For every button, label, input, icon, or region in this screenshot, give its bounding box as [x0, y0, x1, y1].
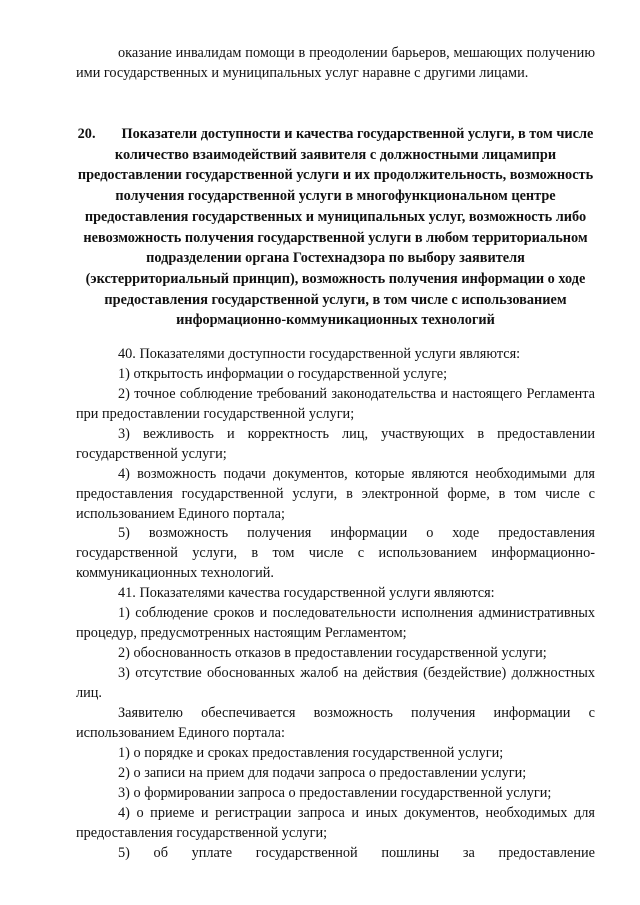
- section-heading-text: Показатели доступности и качества государственной услуги, в том числе количество взаимодействий заявителя с должностными лицамипри предоставлении государственной услуги и их продолжительность, возможность получения государственной услуги в многофункциональном центре предоставления государственных и муниципальных услуг, возможность либо невозможность получения государственной услуги в любом территориальном подразделении органа Гостехнадзора по выбору заявителя (экстерриториальный принцип), возможность получения информации о ходе предоставления государственной услуги, в том числе с использованием информационно-коммуникационных технологий: [77, 126, 594, 329]
- list-item-a-2: 2) о записи на прием для подачи запроса о предоставлении услуги;: [118, 765, 527, 781]
- list-item-40-5: 5) возможность получения информации о ходе предоставления государственной услуги, в том числе с использованием информационно-коммуникационных технологий.: [76, 525, 595, 581]
- paragraph-41: 41. Показателями качества государственной услуги являются:: [118, 585, 495, 601]
- list-item-41-3: 3) отсутствие обоснованных жалоб на действия (бездействие) должностных лиц.: [76, 665, 595, 701]
- list-item-a-3: 3) о формировании запроса о предоставлении государственной услуги;: [118, 785, 552, 801]
- list-item-a-4: 4) о приеме и регистрации запроса и иных документов, необходимых для предоставления государственной услуги;: [76, 805, 595, 841]
- applicant-paragraph: Заявителю обеспечивается возможность получения информации с использованием Единого портала:: [76, 705, 595, 741]
- list-item-40-1: 1) открытость информации о государственной услуге;: [118, 366, 448, 382]
- list-item-40-2: 2) точное соблюдение требований законодательства и настоящего Регламента при предоставлении государственной услуги;: [76, 386, 595, 422]
- list-item-40-3: 3) вежливость и корректность лиц, участвующих в предоставлении государственной услуги;: [76, 426, 595, 462]
- list-item-40-4: 4) возможность подачи документов, которые являются необходимыми для предоставления государственной услуги, в электронной форме, в том числе с использованием Единого портала;: [76, 466, 595, 522]
- paragraph-40: 40. Показателями доступности государственной услуги являются:: [118, 346, 521, 362]
- section-heading: [76, 124, 595, 331]
- section-number: 20.: [77, 126, 96, 142]
- list-item-41-2: 2) обоснованность отказов в предоставлении государственной услуги;: [118, 645, 547, 661]
- intro-paragraph: оказание инвалидам помощи в преодолении барьеров, мешающих получению ими государственных и муниципальных услуг наравне с другими лицами.: [76, 45, 595, 81]
- list-item-a-1: 1) о порядке и сроках предоставления государственной услуги;: [118, 745, 504, 761]
- list-item-41-1: 1) соблюдение сроков и последовательности исполнения административных процедур, предусмотренных настоящим Регламентом;: [76, 605, 595, 641]
- list-item-a-5: 5) об уплате государственной пошлины за предоставление: [118, 845, 595, 861]
